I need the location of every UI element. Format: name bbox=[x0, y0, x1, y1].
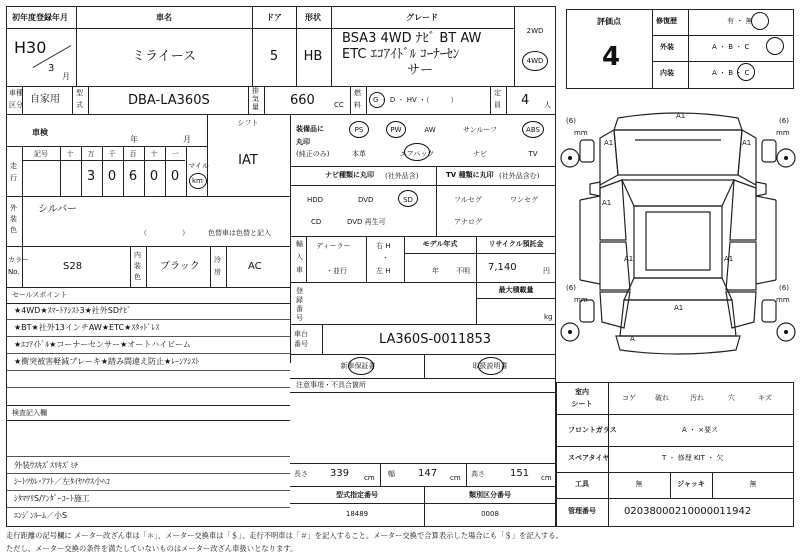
usage-label-1: 車種 bbox=[9, 89, 23, 97]
color-label-1: 外 bbox=[10, 204, 17, 212]
mgmt-label: 管理番号 bbox=[568, 507, 596, 515]
inspection-label: 車検 bbox=[32, 128, 48, 137]
damage-mark-left-door: A1 bbox=[602, 199, 612, 207]
footer-line-1: 走行距離の記号欄に メーター改ざん車は「＊」、メーター交換車は「＄」、走行不明車は「＃」を記入すること。メーター交換で合算表示した場合にも「＄」を記入する。 bbox=[6, 531, 563, 540]
shape: HB bbox=[303, 49, 323, 64]
repair-none-circle bbox=[751, 12, 769, 30]
color-label-2: 装 bbox=[10, 215, 17, 223]
door-label: ドア bbox=[266, 13, 282, 22]
max-load-unit: kg bbox=[544, 313, 553, 321]
chassis-value: LA360S-0011853 bbox=[378, 332, 492, 347]
chassis-label-1: 車台 bbox=[294, 330, 308, 338]
model-year-year: 年 bbox=[432, 267, 439, 275]
reg-no-label-4: 号 bbox=[296, 314, 303, 322]
inspector-line-2: ｼｰﾄﾂｶﾚ･ｱﾌﾄ／左ﾀｲﾔﾊｳｽ小ﾍｺ bbox=[14, 477, 110, 486]
navi-title: ナビ種類に丸印 bbox=[325, 171, 374, 179]
digit-label-5: 一 bbox=[171, 150, 179, 158]
main-form-frame bbox=[6, 6, 556, 527]
roof bbox=[634, 206, 722, 278]
damage-mark-left-fender: A1 bbox=[604, 139, 614, 147]
mileage-digit-1: 0 bbox=[107, 169, 117, 184]
damage-mark-front-bumper: A1 bbox=[676, 112, 686, 120]
equip-abs: ABS bbox=[526, 126, 540, 134]
import-dealer: ディーラー bbox=[316, 242, 351, 250]
width: 147 bbox=[418, 468, 438, 479]
length-unit: cm bbox=[364, 474, 375, 482]
disp-label-1: 排 bbox=[252, 87, 259, 95]
equipment-label-1: 装備品に bbox=[296, 125, 324, 133]
front-right-door bbox=[730, 180, 756, 240]
tire-label-fl-mm: mm bbox=[574, 129, 588, 137]
reg-no-label-3: 番 bbox=[296, 305, 303, 313]
recycle-unit: 円 bbox=[543, 267, 550, 275]
equip-navi: ナビ bbox=[473, 150, 487, 158]
color-no-label-1: カラー bbox=[8, 256, 29, 264]
tools-value: 無 bbox=[635, 480, 643, 488]
month-unit: 月 bbox=[62, 72, 70, 81]
tire-label-fl: (6) bbox=[566, 117, 576, 125]
shift-label: シフト bbox=[237, 119, 259, 127]
digit-label-1: 万 bbox=[87, 150, 95, 158]
interior-color-label-1: 内 bbox=[134, 251, 141, 259]
navi-cd: CD bbox=[311, 218, 322, 226]
interior-options: A ・ B ・ C bbox=[712, 69, 750, 77]
import-label-3: 車 bbox=[296, 266, 303, 274]
exterior-options: A ・ B ・ C bbox=[712, 43, 750, 51]
jack-value: 無 bbox=[749, 480, 757, 488]
car-damage-diagram bbox=[560, 100, 796, 380]
interior-color-label-2: 装 bbox=[134, 262, 141, 270]
color-paren: （ ） bbox=[140, 229, 189, 237]
import-sep: ・ bbox=[382, 254, 389, 262]
mileage-label-2: 行 bbox=[10, 174, 17, 182]
glass-options: A ・ ×要ス bbox=[682, 426, 719, 434]
windshield bbox=[622, 180, 734, 206]
color-no-label-2: No. bbox=[8, 268, 20, 276]
tire-label-rl: (6) bbox=[566, 284, 576, 292]
model-year-unknown: 不明 bbox=[456, 267, 470, 275]
first-reg-label: 初年度登録年月 bbox=[12, 13, 68, 22]
drive-4wd: 4WD bbox=[526, 57, 544, 65]
tv-title-note: (社外品含む) bbox=[499, 172, 540, 180]
digit-label-3: 百 bbox=[129, 150, 137, 158]
tv-analog: アナログ bbox=[454, 218, 482, 226]
doors: 5 bbox=[269, 49, 279, 64]
rear-right-door bbox=[726, 242, 756, 290]
reg-no-label-1: 登 bbox=[296, 287, 303, 295]
damage-mark-rear: A1 bbox=[674, 304, 684, 312]
model: DBA-LA360S bbox=[128, 93, 210, 108]
import-label-1: 輸 bbox=[296, 240, 303, 248]
hood bbox=[614, 130, 742, 175]
displacement: 660 bbox=[290, 93, 315, 108]
mileage-digit-3: 0 bbox=[149, 169, 159, 184]
width-label: 幅 bbox=[388, 470, 395, 478]
equip-sunroof: サンルーフ bbox=[462, 126, 498, 134]
car-name-label: 車名 bbox=[156, 13, 172, 22]
import-label-2: 入 bbox=[296, 253, 303, 261]
color-label-3: 色 bbox=[10, 226, 17, 234]
seat-label-2: シート bbox=[571, 400, 593, 408]
grade-line3: サー bbox=[406, 63, 434, 78]
repair-options: 有 ・ 無 bbox=[727, 17, 753, 25]
tire-label-rr-mm: mm bbox=[776, 296, 790, 304]
grade-label: グレード bbox=[406, 13, 438, 22]
usage: 自家用 bbox=[30, 94, 60, 105]
tire-label-fr-mm: mm bbox=[776, 129, 790, 137]
car-name: ミライース bbox=[132, 49, 196, 64]
interior-b-circle bbox=[737, 63, 755, 81]
score-label: 評価点 bbox=[597, 17, 621, 26]
warranty-book: 新車保証書 bbox=[340, 362, 376, 370]
inspection-month: 月 bbox=[183, 135, 191, 144]
cap-label-1: 定 bbox=[494, 89, 501, 97]
length: 339 bbox=[330, 468, 350, 479]
mileage-digit-0: 3 bbox=[86, 169, 96, 184]
ac-label-2: 房 bbox=[214, 268, 221, 276]
navi-dvd: DVD bbox=[358, 196, 374, 204]
cap-label-2: 員 bbox=[494, 101, 501, 109]
km-unit: km bbox=[192, 177, 203, 185]
sales-line-4: ★衝突被害軽減ブレーキ★踏み間違え防止★ﾚｰﾝｱｼｽﾄ bbox=[14, 357, 200, 366]
mileage-label-1: 走 bbox=[10, 162, 17, 170]
equipment-label-2: 丸印 bbox=[296, 138, 310, 146]
height: 151 bbox=[510, 468, 530, 479]
glass-label: フロントガラス bbox=[568, 426, 617, 434]
equip-airbag: エアバック bbox=[399, 150, 435, 158]
sales-line-2: ★BT★社外13インチAW★ETC★ｽﾀｯﾄﾞﾚｽ bbox=[14, 323, 160, 332]
recycle-value: 7,140 bbox=[488, 262, 517, 273]
rear-left-door bbox=[600, 242, 630, 290]
disp-label-2: 気 bbox=[252, 95, 259, 103]
fuel-label-1: 燃 bbox=[354, 89, 361, 97]
fuel-options: G ・ D ・ HV ・（ ） bbox=[373, 96, 458, 104]
reg-era: H30 bbox=[14, 38, 47, 57]
reg-month: 3 bbox=[48, 63, 55, 74]
damage-mark-right-fender: A1 bbox=[742, 139, 752, 147]
jack-label: ジャッキ bbox=[677, 480, 705, 488]
mileage-code-label: 記号 bbox=[34, 150, 48, 158]
navi-title-note: (社外品含) bbox=[385, 172, 419, 180]
model-label-1: 型 bbox=[76, 89, 83, 97]
spare-options: T ・ 修理 KIT ・ 欠 bbox=[662, 454, 724, 462]
digit-label-0: 十 bbox=[66, 150, 74, 158]
footer-line-2: ただし、メーター交換の条件を満たしていないものはメーター改ざん車扱いとなります。 bbox=[6, 544, 298, 553]
disp-label-3: 量 bbox=[252, 103, 259, 111]
equipment-label-3: (純正のみ) bbox=[296, 150, 330, 158]
spare-label: スペアタイヤ bbox=[568, 454, 610, 462]
seat-hole: 穴 bbox=[728, 394, 735, 402]
fuel-label-2: 料 bbox=[354, 101, 361, 109]
tv-fullseg: フルセグ bbox=[454, 196, 482, 204]
ac: AC bbox=[248, 261, 262, 272]
sales-line-1: ★4WD★ｽﾏｰﾄｱｼｽﾄ3★社外SDﾅﾋﾞ bbox=[14, 306, 132, 315]
capacity: 4 bbox=[521, 93, 530, 108]
mile-label: マイル bbox=[188, 162, 209, 170]
equip-tv: TV bbox=[528, 150, 538, 158]
class-no-value: 0008 bbox=[481, 510, 499, 518]
repair-label: 修復歴 bbox=[656, 17, 677, 25]
width-unit: cm bbox=[450, 474, 461, 482]
tv-oneseg: ワンセグ bbox=[510, 196, 538, 204]
inspector-line-4: ｴﾝｼﾞﾝﾙｰﾑ／小S bbox=[14, 511, 68, 520]
digit-label-2: 千 bbox=[108, 150, 116, 158]
model-label-2: 式 bbox=[76, 101, 83, 109]
class-no-label: 類別区分番号 bbox=[469, 491, 511, 499]
tv-title: TV 種類に丸印 bbox=[446, 171, 494, 179]
seat-dirt: 汚れ bbox=[690, 394, 704, 402]
tire-label-fr: (6) bbox=[779, 117, 789, 125]
import-right: 右 H bbox=[376, 242, 391, 250]
rear-window bbox=[624, 278, 732, 300]
cc-unit: CC bbox=[334, 101, 344, 109]
shape-label: 形状 bbox=[305, 13, 321, 22]
sales-label: セールスポイント bbox=[12, 291, 68, 299]
usage-label-2: 区分 bbox=[9, 101, 23, 109]
tire-label-rr: (6) bbox=[779, 284, 789, 292]
height-label: 高さ bbox=[471, 470, 485, 478]
navi-sd: SD bbox=[403, 196, 413, 204]
front-left-door bbox=[600, 180, 626, 240]
interior-color-label-3: 色 bbox=[134, 273, 141, 281]
drive-2wd: 2WD bbox=[526, 27, 544, 35]
inspector-line-1: 外装ｳｽｷｽﾞｽﾘｷｽﾞﾐﾁ bbox=[14, 461, 78, 470]
damage-mark-a: A bbox=[630, 335, 635, 343]
import-parallel: ・並行 bbox=[326, 267, 347, 275]
type-no-value: 18489 bbox=[345, 510, 369, 518]
sales-line-3: ★ｴｺｱｲﾄﾞﾙ★コーナーセンサー★オートハイビーム bbox=[14, 340, 191, 349]
instruction-manual: 取扱説明書 bbox=[472, 362, 508, 370]
person-unit: 人 bbox=[544, 101, 551, 109]
inspector-line-3: ｼﾀﾏﾜﾘS/ｱﾝﾀﾞｰｺｰﾄ施工 bbox=[14, 494, 90, 503]
color-no: S28 bbox=[63, 261, 83, 272]
exterior-label: 外装 bbox=[660, 43, 674, 51]
digit-label-4: 十 bbox=[150, 150, 158, 158]
length-label: 長さ bbox=[294, 470, 308, 478]
damage-mark-mid-left: A1 bbox=[624, 255, 634, 263]
exterior-color: シルバー bbox=[38, 204, 78, 215]
mileage-digit-4: 0 bbox=[170, 169, 180, 184]
max-load-label: 最大積載量 bbox=[498, 286, 534, 294]
inspection-year: 年 bbox=[130, 135, 138, 144]
tools-label: 工具 bbox=[575, 480, 589, 488]
reg-no-label-2: 録 bbox=[296, 296, 303, 304]
damage-mark-right-door: A1 bbox=[724, 255, 734, 263]
seat-label-1: 室内 bbox=[575, 388, 589, 396]
height-unit: cm bbox=[541, 474, 552, 482]
exterior-c-circle bbox=[766, 37, 784, 55]
seat-scratch: キズ bbox=[758, 394, 772, 402]
mileage-digit-2: 6 bbox=[128, 169, 138, 184]
grade-line1: BSA3 4WD ﾅﾋﾞ BT AW bbox=[342, 31, 482, 46]
ac-label-1: 冷 bbox=[214, 256, 221, 264]
seat-burn: コゲ bbox=[622, 394, 636, 402]
tire-label-rl-mm: mm bbox=[574, 296, 588, 304]
notes-label: 注意事項・不具合箇所 bbox=[296, 381, 366, 389]
interior-label: 内装 bbox=[660, 69, 674, 77]
navi-dvd-play: DVD 再生可 bbox=[347, 218, 386, 226]
interior-color: ブラック bbox=[160, 261, 200, 272]
mgmt-value: 02038000210000011942 bbox=[624, 506, 752, 517]
inspector-label: 検査記入欄 bbox=[12, 409, 47, 417]
recycle-label: リサイクル預託金 bbox=[488, 240, 544, 248]
import-left: 左 H bbox=[376, 267, 391, 275]
equip-pw: PW bbox=[390, 126, 402, 134]
grade-line2: ETC ｴｺｱｲﾄﾞﾙ ｺｰﾅｰｾﾝ bbox=[342, 47, 460, 62]
seat-tear: 破れ bbox=[655, 394, 669, 402]
color-note: 色替車は色替と記入 bbox=[208, 229, 271, 237]
shift: IAT bbox=[238, 153, 258, 168]
chassis-label-2: 番号 bbox=[294, 340, 308, 348]
equip-leather: 本革 bbox=[352, 150, 366, 158]
score: 4 bbox=[601, 42, 621, 72]
model-year-label: モデル年式 bbox=[422, 240, 458, 248]
equip-aw: AW bbox=[424, 126, 436, 134]
type-no-label: 型式指定番号 bbox=[336, 491, 378, 499]
equip-ps: PS bbox=[354, 126, 364, 134]
navi-hdd: HDD bbox=[307, 196, 324, 204]
